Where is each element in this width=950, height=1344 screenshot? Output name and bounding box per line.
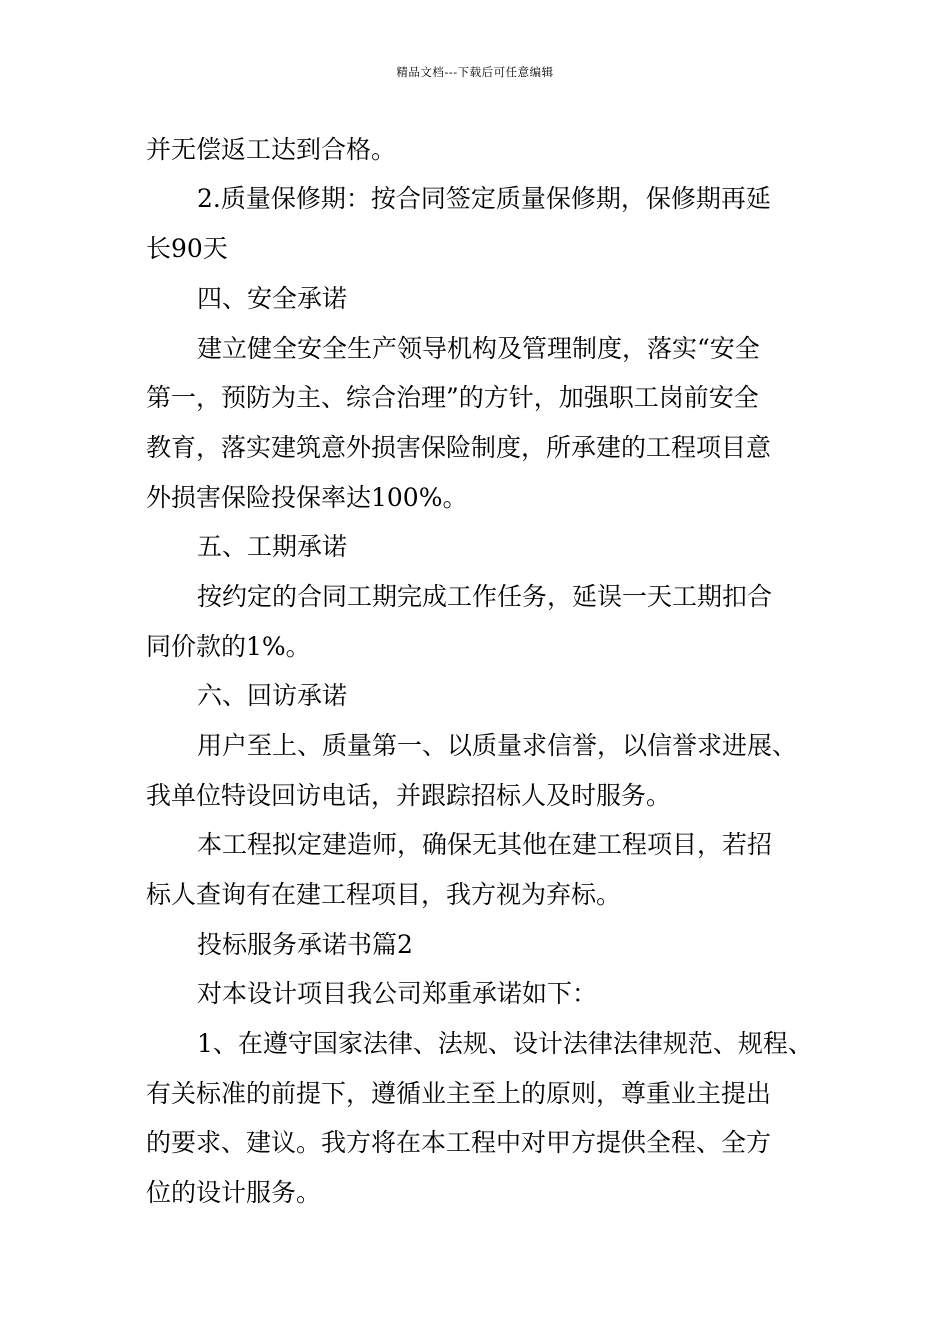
text-line: 长90天 (146, 234, 228, 263)
text-line: 我单位特设回访电话，并跟踪招标人及时服务。 (146, 781, 672, 810)
section-heading: 六、回访承诺 (197, 681, 348, 710)
text-line: 的要求、建议。我方将在本工程中对甲方提供全程、全方 (146, 1128, 772, 1157)
text-line: 建立健全安全生产领导机构及管理制度，落实“安全 (197, 334, 760, 363)
text-line: 第一，预防为主、综合治理”的方针，加强职工岗前安全 (146, 383, 759, 412)
page-header: 精品文档---下载后可任意编辑 (396, 65, 554, 79)
text-line: 教育，落实建筑意外损害保险制度，所承建的工程项目意 (146, 433, 772, 462)
section-heading: 四、安全承诺 (197, 284, 348, 313)
text-line: 按约定的合同工期完成工作任务，延误一天工期扣合 (197, 582, 773, 611)
section-heading: 五、工期承诺 (197, 532, 348, 561)
text-line: 本工程拟定建造师，确保无其他在建工程项目，若招 (197, 830, 773, 859)
text-line: 同价款的1%。 (146, 632, 311, 661)
section-heading: 投标服务承诺书篇2 (197, 930, 413, 959)
text-line: 外损害保险投保率达100%。 (146, 483, 468, 512)
text-line: 标人查询有在建工程项目，我方视为弃标。 (146, 880, 622, 909)
text-line: 2.质量保修期：按合同签定质量保修期，保修期再延 (197, 184, 771, 213)
text-line: 位的设计服务。 (146, 1178, 322, 1207)
text-line: 用户至上、质量第一、以质量求信誉，以信誉求进展、 (197, 731, 798, 760)
text-line: 对本设计项目我公司郑重承诺如下： (197, 979, 598, 1008)
text-line: 1、在遵守国家法律、法规、设计法律法律规范、规程、 (197, 1029, 813, 1058)
text-line: 并无偿返工达到合格。 (146, 135, 397, 164)
text-line: 有关标准的前提下，遵循业主至上的原则，尊重业主提出 (146, 1079, 772, 1108)
